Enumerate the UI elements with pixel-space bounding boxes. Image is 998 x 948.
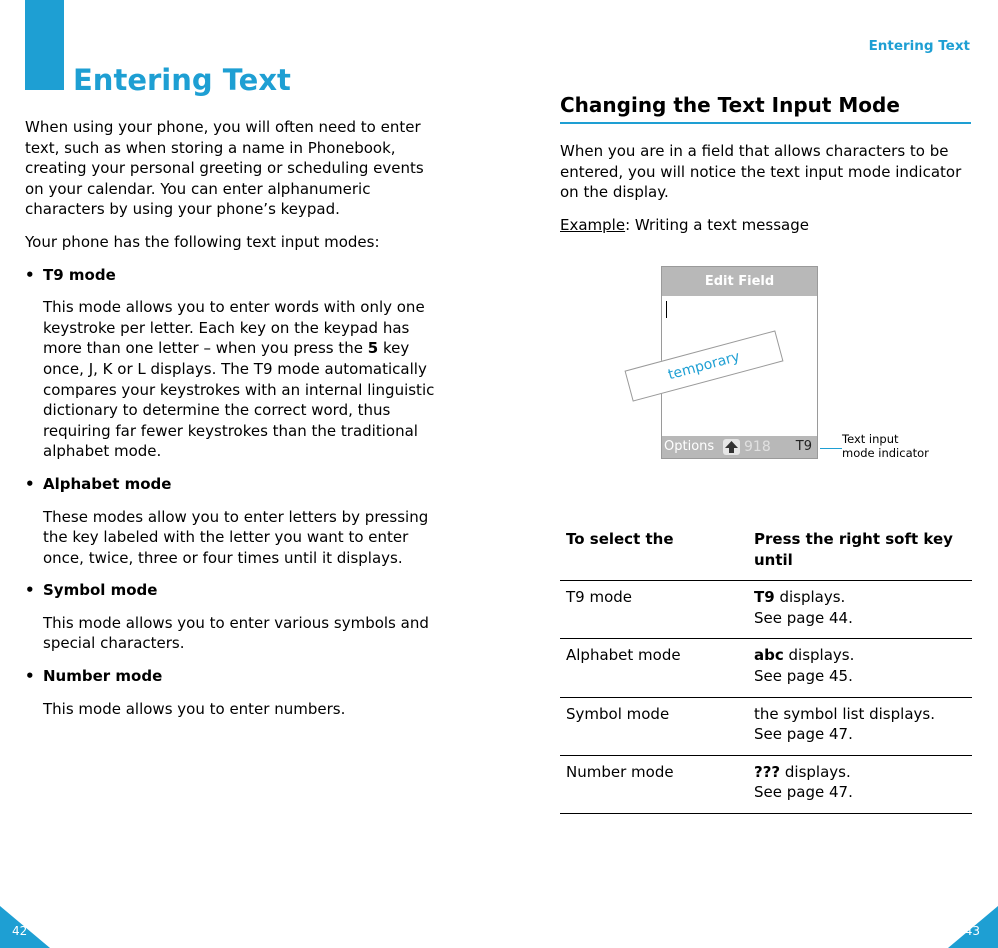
example-label: Example bbox=[560, 216, 626, 234]
up-arrow-icon bbox=[723, 439, 740, 455]
mode-desc-symbol: This mode allows you to enter various symbols and special characters. bbox=[43, 613, 429, 653]
chapter-title: Entering Text bbox=[73, 63, 291, 97]
table-row bbox=[560, 639, 972, 697]
mode-title-t9: • T9 mode bbox=[25, 265, 116, 284]
edit-field-header: Edit Field bbox=[662, 267, 817, 296]
mode-desc-alphabet: These modes allow you to enter letters by pressing the key labeled with the letter you want to enter once, twice, three or four times until it displays. bbox=[43, 507, 429, 567]
options-softkey: Options bbox=[664, 439, 715, 454]
table-cell-action: abc displays. See page 45. bbox=[748, 639, 972, 697]
text-cursor bbox=[666, 301, 667, 318]
table-row bbox=[560, 755, 972, 813]
temporary-overlay: temporary bbox=[625, 330, 784, 401]
table-cell-action: the symbol list displays. See page 47. bbox=[748, 697, 972, 755]
table-cell-mode: Number mode bbox=[560, 755, 748, 813]
table-row bbox=[560, 697, 972, 755]
page-number-left: 42 bbox=[12, 924, 28, 938]
callout-leader-line bbox=[820, 448, 842, 449]
mode-desc-t9: This mode allows you to enter words with only one keystroke per letter. Each key on the keypad has more than one letter – when you press the 5 key once, J, K or L displays. The T9 mode automatically compares your keystrokes with an internal linguistic dictionary to determine the correct word, thus requiring far fewer keystrokes than the traditional alphabet mode. bbox=[43, 298, 435, 461]
mode-table bbox=[560, 525, 972, 814]
table-header: Press the right soft key until bbox=[748, 525, 972, 581]
mode-desc-number: This mode allows you to enter numbers. bbox=[43, 699, 346, 718]
running-head: Entering Text bbox=[868, 38, 970, 54]
table-row bbox=[560, 581, 972, 639]
table-header: To select the bbox=[560, 525, 748, 581]
mode-title-number: • Number mode bbox=[25, 667, 163, 686]
example-line: Example: Writing a text message bbox=[560, 216, 809, 234]
table-cell-mode: Symbol mode bbox=[560, 697, 748, 755]
bullet-icon: • bbox=[25, 265, 35, 284]
table-header-row bbox=[560, 525, 972, 581]
callout-label: Text input mode indicator bbox=[842, 432, 929, 460]
table-cell-action: ??? displays. See page 47. bbox=[748, 755, 972, 813]
character-counter: 918 bbox=[744, 439, 771, 455]
table-cell-action: T9 displays. See page 44. bbox=[748, 581, 972, 639]
section-title: Changing the Text Input Mode bbox=[560, 93, 971, 124]
bullet-icon: • bbox=[25, 474, 35, 493]
modes-intro: Your phone has the following text input modes: bbox=[25, 232, 380, 251]
page-number-right: 43 bbox=[964, 924, 980, 938]
left-column bbox=[25, 117, 437, 731]
chapter-accent-bar bbox=[25, 0, 64, 90]
section-intro: When you are in a field that allows characters to be entered, you will notice the text input mode indicator on the display. bbox=[560, 142, 962, 202]
bullet-icon: • bbox=[25, 667, 35, 686]
intro-paragraph: When using your phone, you will often need to enter text, such as when storing a name in Phonebook, creating your personal greeting or scheduling events on your calendar. You can enter alphanumeric characters by using your phone’s keypad. bbox=[25, 118, 424, 219]
table-cell-mode: Alphabet mode bbox=[560, 639, 748, 697]
input-mode-indicator: T9 bbox=[795, 439, 812, 454]
bullet-icon: • bbox=[25, 581, 35, 600]
table-cell-mode: T9 mode bbox=[560, 581, 748, 639]
softkey-bar bbox=[662, 436, 817, 458]
mode-title-symbol: • Symbol mode bbox=[25, 581, 158, 600]
mode-title-alphabet: • Alphabet mode bbox=[25, 474, 172, 493]
